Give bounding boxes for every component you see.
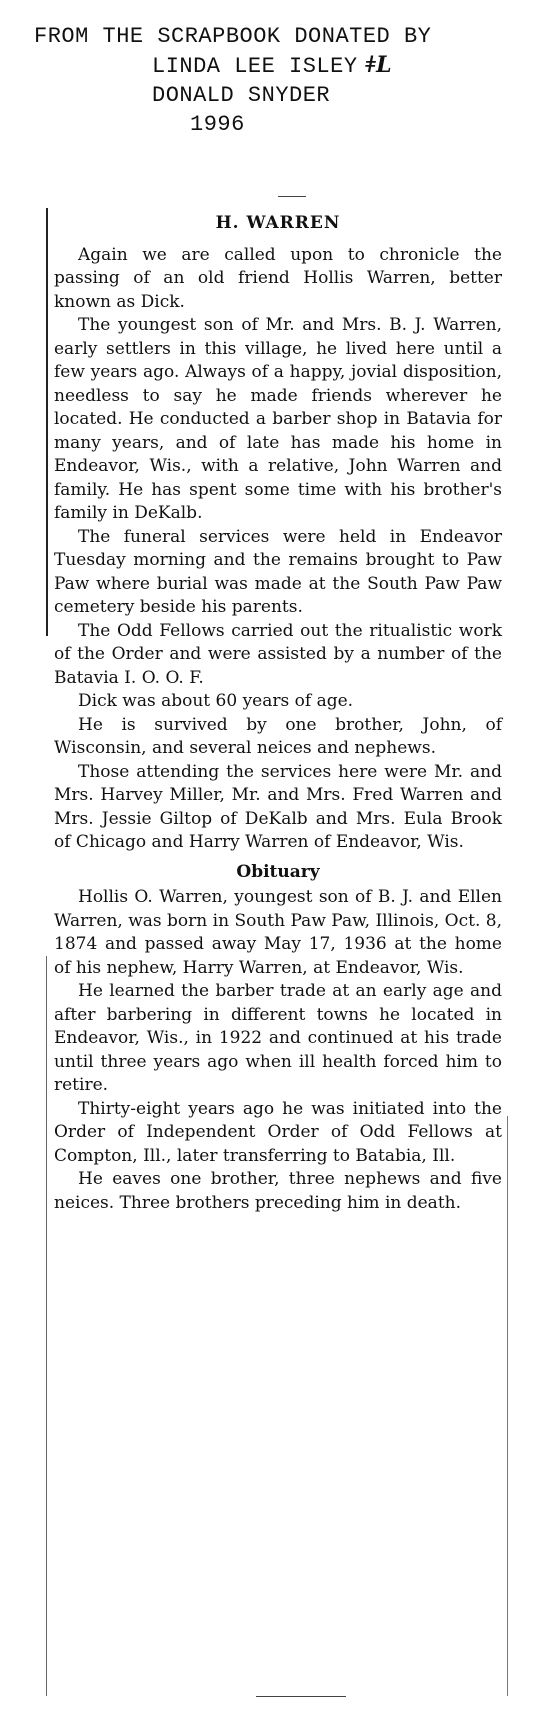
- article-paragraph: The Odd Fellows carried out the ritualistic work of the Order and were assisted by a number of the Batavia I. O. O. F.: [54, 620, 502, 688]
- obituary-paragraph: He eaves one brother, three nephews and five neices. Three brothers preceding him in death.: [54, 1169, 502, 1213]
- bottom-rule: [256, 1696, 346, 1697]
- obituary-paragraph: He learned the barber trade at an early age and after barbering in different towns he located in Endeavor, Wis., in 1922 and continued at his trade until three years ago when ill health forced him to retire.: [54, 981, 502, 1095]
- article-paragraph: Again we are called upon to chronicle the passing of an old friend Hollis Warren, better known as Dick.: [54, 244, 502, 312]
- clipping-edge-right: [507, 1116, 508, 1696]
- article-paragraph: He is survived by one brother, John, of Wisconsin, and several neices and nephews.: [54, 714, 502, 758]
- top-rule: [278, 196, 306, 197]
- article-paragraph: The funeral services were held in Endeavor Tuesday morning and the remains brought to Paw Paw where burial was made at the South Paw Paw cemetery beside his parents.: [54, 526, 502, 617]
- obituary-heading: Obituary: [236, 861, 320, 882]
- header-line-year: 1996: [190, 112, 245, 137]
- article-title: H. WARREN: [215, 213, 341, 233]
- article-paragraph: The youngest son of Mr. and Mrs. B. J. Warren, early settlers in this village, he lived here until a few years ago. Always of a happy, jovial disposition, needless to say he made friends wherever he located. He conducted a barber shop in Batavia for many years, and of late has made his home in Endeavor, Wis., with a relative, John Warren and family. He has spent some time with his brother's family in DeKalb.: [54, 315, 502, 523]
- obituary-paragraph: Thirty-eight years ago he was initiated into the Order of Independent Order of Odd Fellows at Compton, Ill., later transferring to Batabia, Ill.: [54, 1098, 502, 1166]
- header-line-donor-1: [0, 51, 549, 81]
- article-paragraph: Those attending the services here were Mr. and Mrs. Harvey Miller, Mr. and Mrs. Fred Warren and Mrs. Jessie Giltop of DeKalb and Mrs. Eula Brook of Chicago and Harry Warren of Endeavor, Wis.: [54, 761, 502, 852]
- article-paragraph: Dick was about 60 years of age.: [78, 691, 354, 711]
- header-line-donated-by: FROM THE SCRAPBOOK DONATED BY: [34, 24, 432, 49]
- clipping-edge-left: [46, 208, 48, 636]
- newspaper-clipping: [46, 196, 508, 1708]
- obituary-paragraph: Hollis O. Warren, youngest son of B. J. and Ellen Warren, was born in South Paw Paw, Illinois, Oct. 8, 1874 and passed away May 17, 1936 at the home of his nephew, Harry Warren, at Endeavor, Wis.: [54, 887, 502, 978]
- header-line-donor-2: DONALD SNYDER: [152, 83, 331, 108]
- handwritten-mark: ǂL: [365, 52, 393, 78]
- article-column: [54, 208, 502, 1215]
- donor-1-name: LINDA LEE ISLEY: [152, 54, 358, 79]
- clipping-edge-left-lower: [46, 956, 47, 1696]
- scrapbook-header: [0, 22, 549, 139]
